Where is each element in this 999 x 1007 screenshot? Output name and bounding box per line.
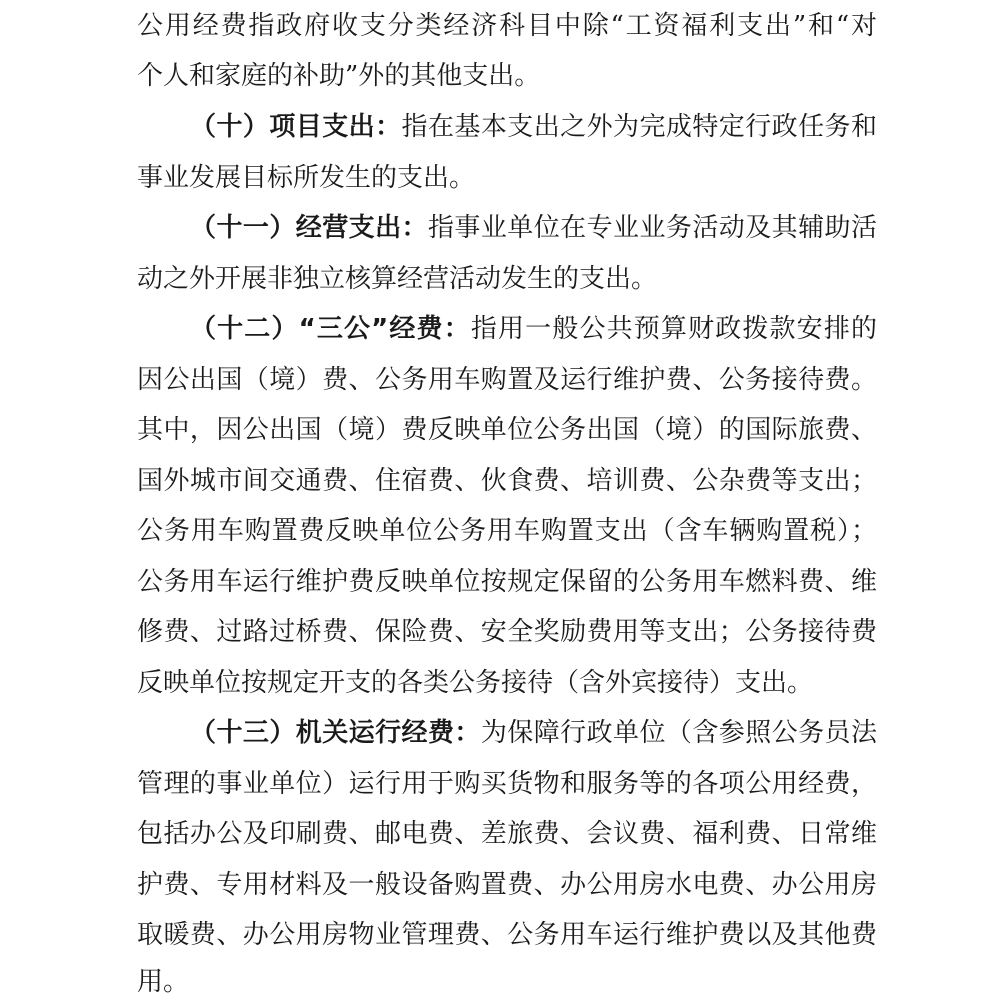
text-line: 个人和家庭的补助”外的其他支出。 — [137, 61, 541, 91]
text-line: 公用经费指政府收支分类经济科目中除“工资福利支出”和“对 — [137, 11, 877, 41]
term-heading: （十二）“三公”经费： — [190, 314, 471, 344]
text-line: 修费、过路过桥费、保险费、安全奖励费用等支出；公务接待费 — [137, 617, 877, 647]
text-line: 动之外开展非独立核算经营活动发生的支出。 — [137, 264, 658, 294]
definition-line — [190, 713, 877, 753]
definition-text: 指事业单位在专业业务活动及其辅助活 — [427, 213, 877, 243]
text-line: 其中，因公出国（境）费反映单位公务出国（境）的国际旅费、 — [137, 415, 877, 445]
text-line: 管理的事业单位）运行用于购买货物和服务等的各项公用经费， — [137, 769, 877, 799]
definition-text: 指在基本支出之外为完成特定行政任务和 — [401, 112, 877, 142]
text-line: 反映单位按规定开支的各类公务接待（含外宾接待）支出。 — [137, 668, 814, 698]
text-line: 用。 — [137, 967, 190, 997]
term-heading: （十一）经营支出： — [190, 213, 428, 243]
text-line: 事业发展目标所发生的支出。 — [137, 163, 476, 193]
text-line: 因公出国（境）费、公务用车购置及运行维护费、公务接待费。 — [137, 365, 877, 395]
text-line: 国外城市间交通费、住宿费、伙食费、培训费、公杂费等支出； — [137, 466, 877, 496]
text-line: 护费、专用材料及一般设备购置费、办公用房水电费、办公用房 — [137, 870, 877, 900]
definition-text: 为保障行政单位（含参照公务员法 — [480, 718, 877, 748]
definition-line — [190, 107, 877, 147]
text-line: 包括办公及印刷费、邮电费、差旅费、会议费、福利费、日常维 — [137, 819, 877, 849]
definition-text: 指用一般公共预算财政拨款安排的 — [470, 314, 877, 344]
text-line: 公务用车购置费反映单位公务用车购置支出（含车辆购置税）； — [137, 516, 877, 546]
term-heading: （十三）机关运行经费： — [190, 718, 481, 748]
definition-line — [190, 208, 877, 248]
text-line: 公务用车运行维护费反映单位按规定保留的公务用车燃料费、维 — [137, 567, 877, 597]
text-line: 取暖费、办公用房物业管理费、公务用车运行维护费以及其他费 — [137, 920, 877, 950]
definition-line — [190, 309, 877, 349]
term-heading: （十）项目支出： — [190, 112, 402, 142]
